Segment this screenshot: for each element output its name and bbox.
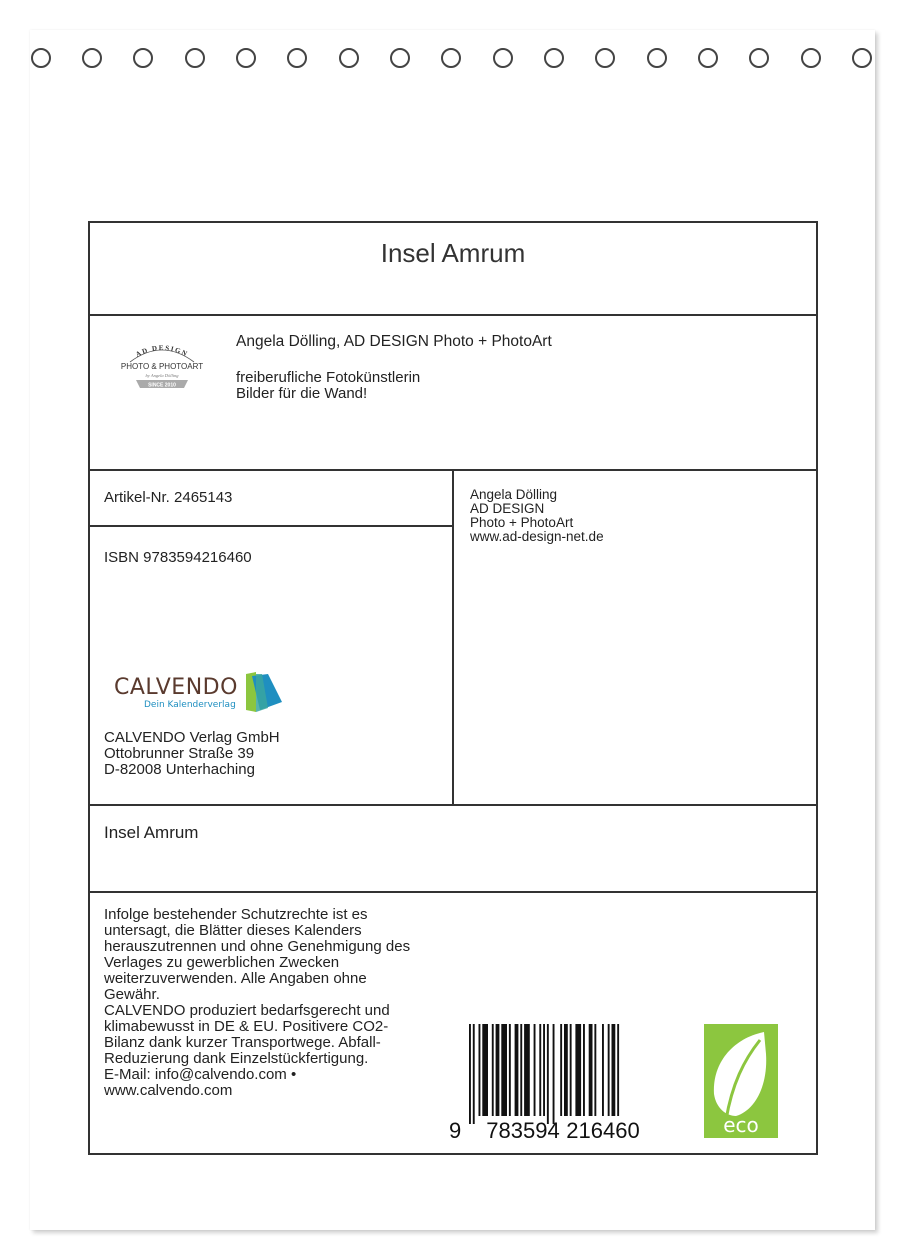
- legal-line: www.calvendo.com: [104, 1082, 233, 1099]
- barcode-bar: [560, 1024, 562, 1116]
- barcode-bar: [509, 1024, 511, 1116]
- barcode-bar: [589, 1024, 593, 1116]
- binding-hole: [185, 48, 205, 68]
- publisher-address-line: Ottobrunner Straße 39: [104, 745, 255, 762]
- barcode-bar: [473, 1024, 475, 1124]
- barcode-bar: [539, 1024, 541, 1116]
- calvendo-logo: [110, 668, 290, 716]
- barcode-bar: [469, 1024, 471, 1124]
- legal-line: klimabewusst in DE & EU. Positivere CO2-: [104, 1018, 389, 1035]
- calvendo-logo-name: CALVENDO: [114, 675, 238, 700]
- legal-line: untersagt, die Blätter dieses Kalenders: [104, 922, 362, 939]
- author-name-line: Angela Dölling, AD DESIGN Photo + PhotoArt: [236, 333, 552, 350]
- isbn-number: ISBN 9783594216460: [104, 549, 252, 566]
- binding-hole: [493, 48, 513, 68]
- ad-logo-mid-text: PHOTO & PHOTOART: [120, 362, 204, 371]
- ad-logo-signature: by Angela Dölling: [145, 373, 179, 378]
- divider: [88, 314, 818, 316]
- barcode-bar: [602, 1024, 604, 1116]
- barcode-bar: [515, 1024, 519, 1116]
- barcode-bar: [594, 1024, 596, 1116]
- page-title: Insel Amrum: [380, 238, 526, 268]
- barcode-bar: [608, 1024, 610, 1116]
- barcode-bar: [492, 1024, 494, 1116]
- calendar-subtitle: Insel Amrum: [104, 823, 199, 842]
- legal-line: Verlages zu gewerblichen Zwecken: [104, 954, 340, 971]
- binding-hole: [544, 48, 564, 68]
- barcode-bar: [501, 1024, 507, 1116]
- barcode-bars: [469, 1024, 619, 1124]
- barcode-bar: [564, 1024, 568, 1116]
- divider: [88, 525, 454, 527]
- ad-logo-top-text: AD DESIGN: [134, 343, 190, 359]
- legal-line: weiterzuverwenden. Alle Angaben ohne: [104, 970, 367, 987]
- divider: [88, 891, 818, 893]
- barcode-bar: [534, 1024, 536, 1116]
- eco-badge: [704, 1024, 778, 1138]
- binding-hole: [31, 48, 51, 68]
- barcode-bar: [617, 1024, 619, 1116]
- barcode-bar: [543, 1024, 545, 1116]
- barcode-bar: [547, 1024, 549, 1124]
- legal-line: Bilanz dank kurzer Transportwege. Abfall-: [104, 1034, 381, 1051]
- contact-line: Photo + PhotoArt: [470, 515, 574, 530]
- legal-line: Reduzierung dank Einzelstückfertigung.: [104, 1050, 369, 1067]
- barcode-bar: [575, 1024, 581, 1116]
- barcode-digits-group2: 216460: [566, 1118, 640, 1142]
- binding-hole: [82, 48, 102, 68]
- legal-line: E-Mail: info@calvendo.com •: [104, 1066, 297, 1083]
- barcode-bar: [482, 1024, 488, 1116]
- ad-design-logo: [120, 336, 204, 394]
- binding-hole: [595, 48, 615, 68]
- divider: [452, 469, 454, 806]
- binding-hole: [801, 48, 821, 68]
- publisher-address-line: D-82008 Unterhaching: [104, 761, 255, 778]
- leaf-icon: [704, 1024, 778, 1138]
- isbn-barcode: [445, 1022, 655, 1142]
- author-description-line: freiberufliche Fotokünstlerin: [236, 369, 421, 386]
- binding-hole: [287, 48, 307, 68]
- barcode-digits-group1: 783594: [486, 1118, 560, 1142]
- author-description-line: Bilder für die Wand!: [236, 385, 368, 402]
- binding-hole: [236, 48, 256, 68]
- barcode-digit-first: 9: [449, 1118, 462, 1142]
- barcode-bar: [553, 1024, 555, 1124]
- contact-line: Angela Dölling: [470, 487, 558, 502]
- barcode-bar: [570, 1024, 572, 1116]
- legal-line: CALVENDO produziert bedarfsgerecht und: [104, 1002, 390, 1019]
- svg-text:AD DESIGN: [134, 344, 189, 359]
- article-number: Artikel-Nr. 2465143: [104, 489, 233, 506]
- binding-hole: [749, 48, 769, 68]
- legal-line: Infolge bestehender Schutzrechte ist es: [104, 906, 368, 923]
- barcode-bar: [612, 1024, 616, 1116]
- binding-hole: [441, 48, 461, 68]
- binding-hole: [698, 48, 718, 68]
- legal-line: Gewähr.: [104, 986, 160, 1003]
- binding-hole: [133, 48, 153, 68]
- legal-line: herauszutrennen und ohne Genehmigung des: [104, 938, 411, 955]
- contact-line: www.ad-design-net.de: [470, 529, 604, 544]
- eco-label: eco: [723, 1113, 759, 1137]
- binding-hole: [852, 48, 872, 68]
- barcode-bar: [520, 1024, 522, 1116]
- barcode-bar: [496, 1024, 500, 1116]
- barcode-bar: [524, 1024, 530, 1116]
- binding-hole: [339, 48, 359, 68]
- barcode-bar: [583, 1024, 585, 1116]
- contact-line: AD DESIGN: [470, 501, 545, 516]
- ad-logo-bottom-text: SINCE 2010: [148, 382, 176, 389]
- publisher-address-line: CALVENDO Verlag GmbH: [104, 729, 280, 746]
- barcode-bar: [479, 1024, 481, 1116]
- calvendo-logo-tagline: Dein Kalenderverlag: [144, 700, 236, 710]
- binding-hole: [647, 48, 667, 68]
- binding-hole: [390, 48, 410, 68]
- divider: [88, 804, 818, 806]
